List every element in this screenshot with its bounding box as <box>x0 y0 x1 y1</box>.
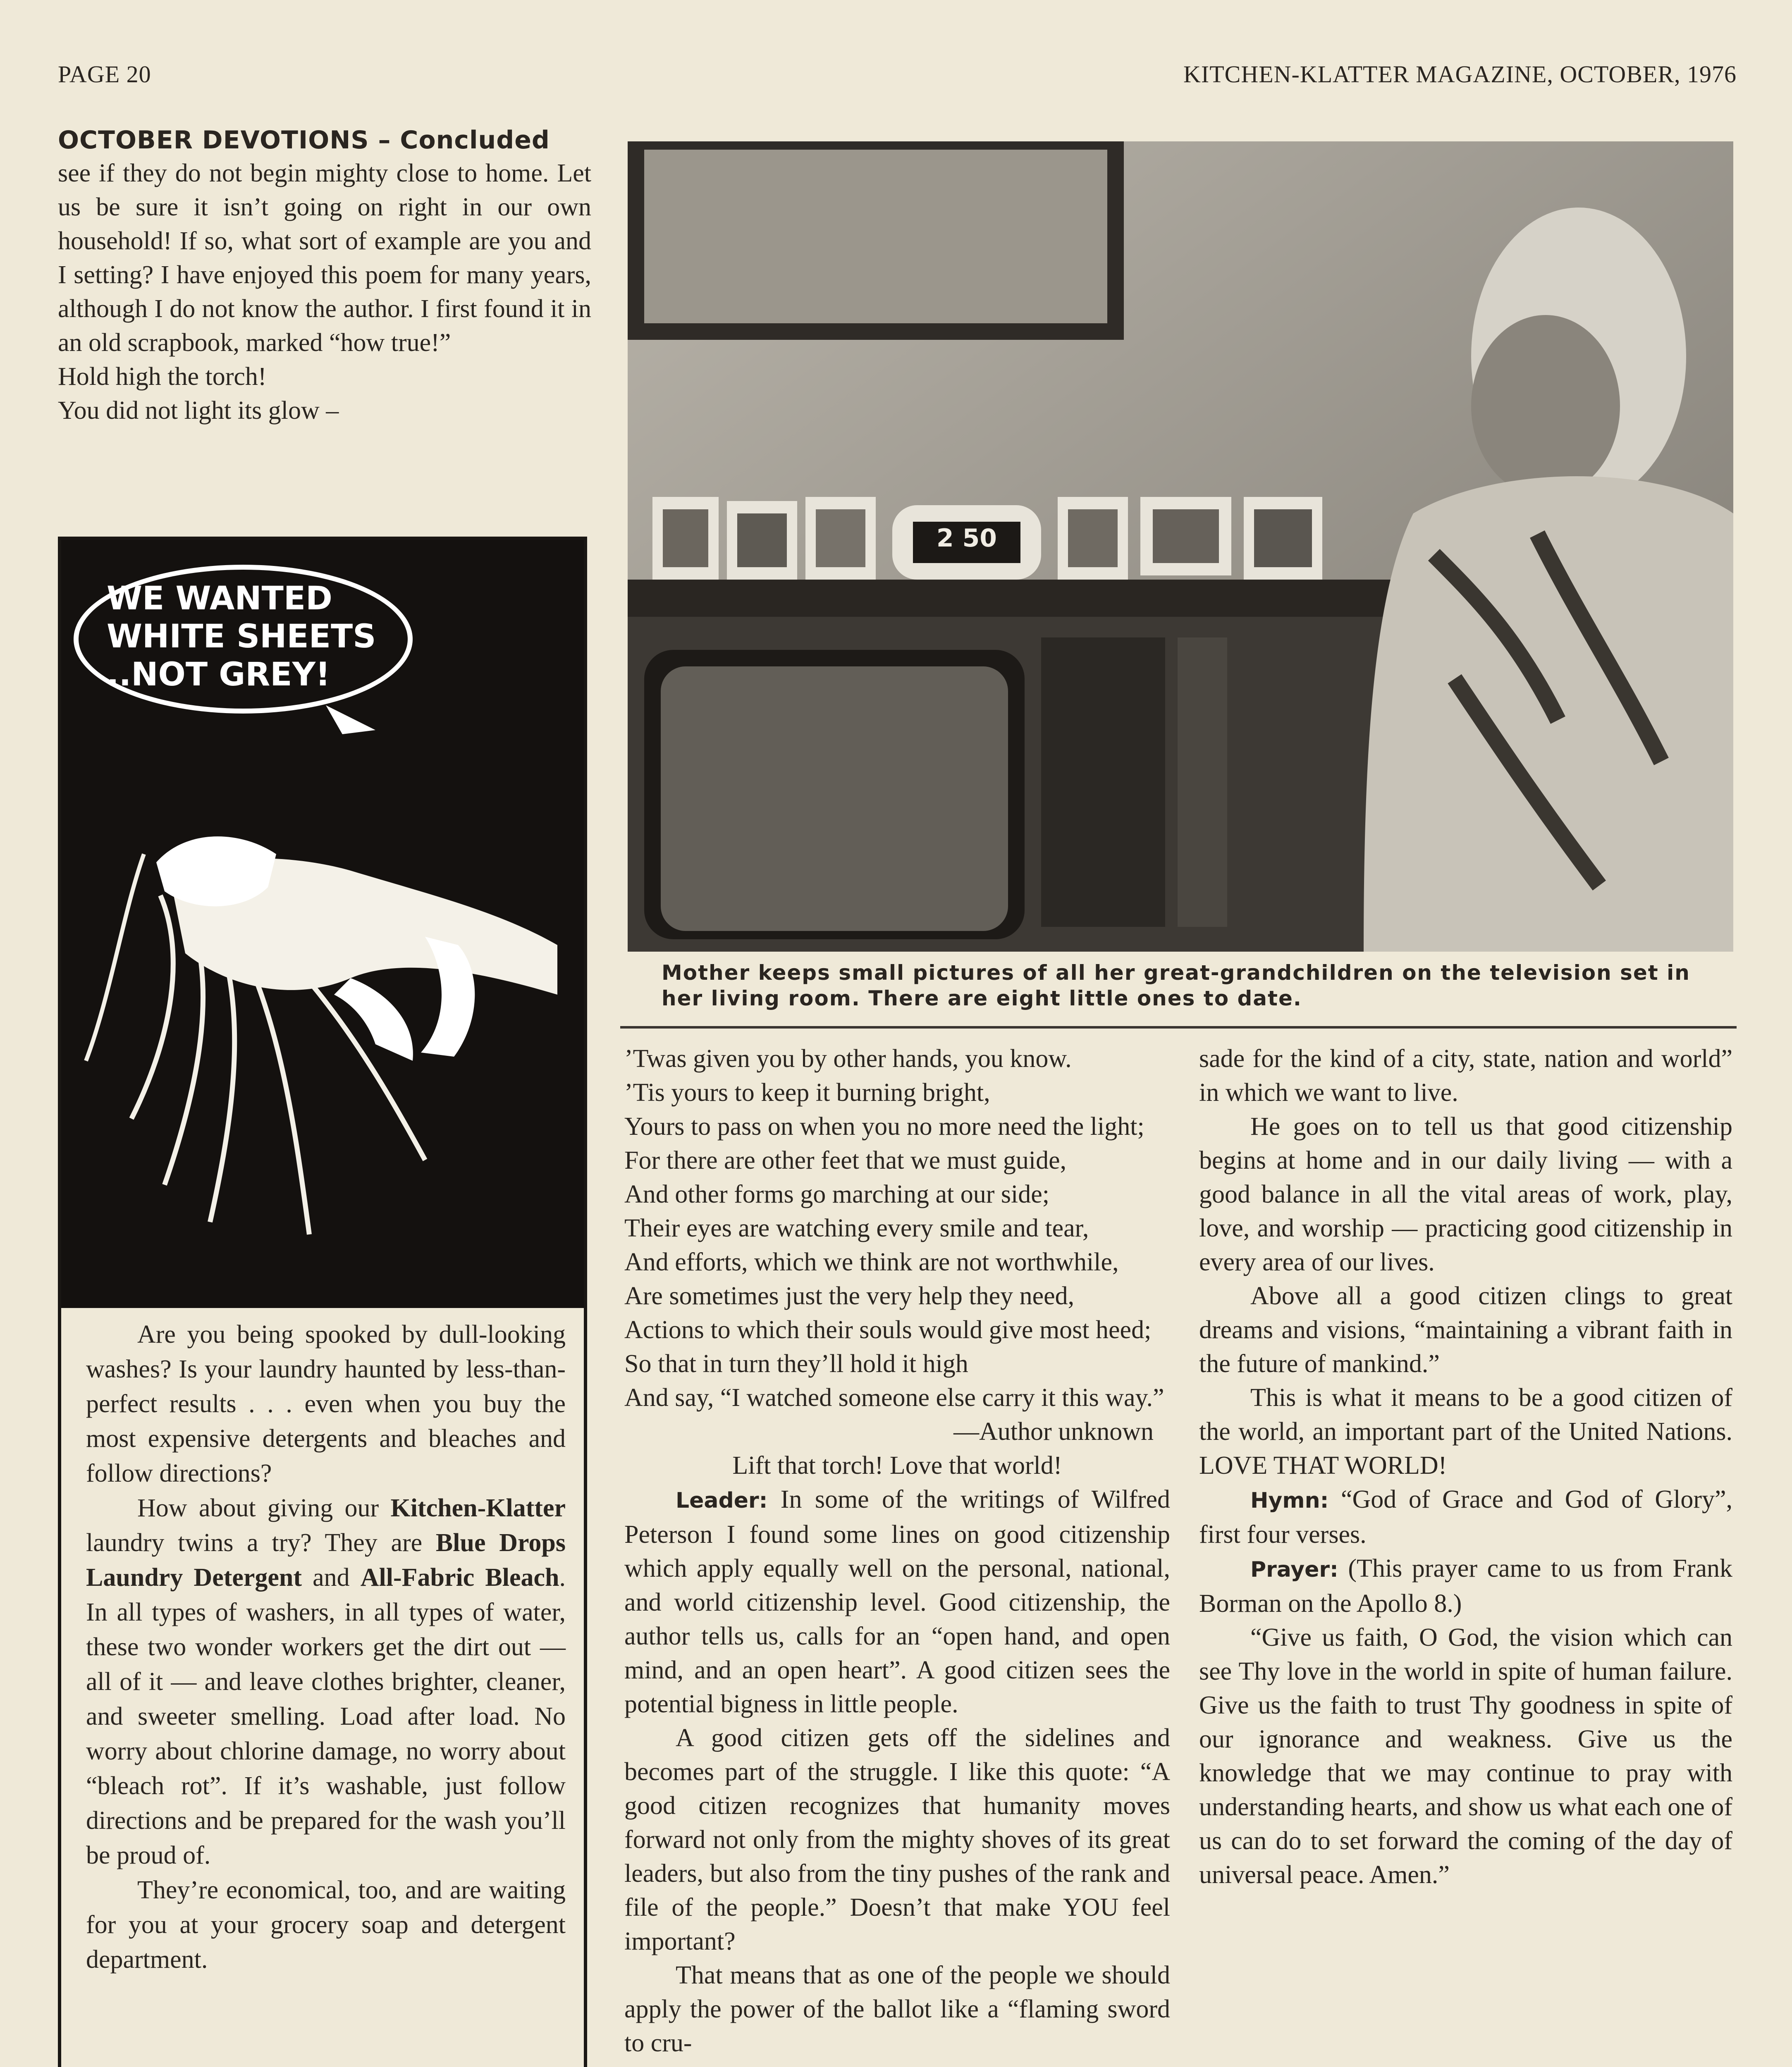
ad-text: laundry twins a try? They are <box>86 1529 436 1557</box>
body-paragraph: That means that as one of the people we should apply the power of the ballot like a “flaming sword to cru- <box>624 1961 1170 2057</box>
ad-illustration <box>61 540 584 1308</box>
photo-caption: Mother keeps small pictures of all her great-grandchildren on the television set in her living room. There are eight little ones to date. <box>662 961 1690 1010</box>
ad-bold: Kitchen-Klatter <box>390 1494 566 1522</box>
ad-text: . In all types of washers, in all types of water, these two wonder workers get the dirt out — all of it — and leave clothes brighter, cleaner, and sweeter smelling. Load after load. No worry about chlorine damage, no worry about “bleach rot”. If it’s washable, just follow directions and be prepared for the wash you’ll be proud of. <box>86 1563 566 1869</box>
citizenship-text <box>1199 1042 1732 1892</box>
poem-closing-line: Lift that torch! Love that world! <box>732 1451 1062 1480</box>
prayer-quote: “Give us faith, O God, the vision which can see Thy love in the world in spite of human failure. Give us the faith to trust Thy goodness in spite of our ignorance and weakness. Give us the knowledge that we may continue to pray with understanding hearts, and show us what each one of us can do to set forward the coming of the day of universal peace. Amen.” <box>1199 1623 1732 1889</box>
poem-attribution: —Author unknown <box>953 1418 1154 1446</box>
ad-text: and <box>302 1563 361 1592</box>
poem-line: ’Twas given you by other hands, you know. <box>624 1045 1072 1073</box>
hymn-text: “God of Grace and God of Glory”, first four verses. <box>1199 1485 1732 1549</box>
section-title: OCTOBER DEVOTIONS – Concluded <box>58 126 550 155</box>
body-paragraph: A good citizen gets off the sidelines and becomes part of the struggle. I like this quote: “A good citizen recognizes that humanity moves forward not only from the mighty shoves of its great leaders, but also from the tiny pushes of the rank and file of the people.” Doesn’t that make YOU feel important? <box>624 1724 1170 1955</box>
ad-bold: All-Fabric Bleach <box>360 1563 559 1592</box>
ad-paragraph <box>86 1491 566 1873</box>
leader-paragraph: In some of the writings of Wilfred Peterson I found some lines on good citizenship which apply equally well on the personal, national, and world citizenship level. Good citizenship, the author tells us, calls for an “open hand, and open mind, and an open heart”. A good citizen sees the potential bigness in little people. <box>624 1485 1170 1718</box>
leader-text <box>624 1482 1170 2060</box>
photo-illustration <box>628 141 1733 952</box>
torch-poem <box>624 1042 1170 1482</box>
devotions-intro: see if they do not begin mighty close to home. Let us be sure it isn’t going on right in our own household! If so, what sort of example are you and I setting? I have enjoyed this poem for many years, although I do not know the author. I first found it in an old scrapbook, marked “how true!” <box>58 159 591 357</box>
body-paragraph: sade for the kind of a city, state, nation and world” in which we want to live. <box>1199 1045 1732 1107</box>
caption-divider <box>620 1026 1737 1029</box>
poem-line: Their eyes are watching every smile and tear, <box>624 1214 1089 1242</box>
poem-line: So that in turn they’ll hold it high <box>624 1350 968 1378</box>
bubble-text: WE WANTED WHITE SHEETS ..NOT GREY! <box>107 580 376 693</box>
column-two <box>624 1042 1170 2060</box>
page-number: PAGE 20 <box>58 61 151 88</box>
ad-text: How about giving our <box>137 1494 391 1522</box>
clock-display: 2 50 <box>936 524 997 553</box>
leader-label: Leader: <box>676 1488 768 1513</box>
masthead: KITCHEN-KLATTER MAGAZINE, OCTOBER, 1976 <box>1183 61 1737 88</box>
devotions-body <box>58 156 591 427</box>
prayer-label: Prayer: <box>1250 1557 1338 1582</box>
body-paragraph: He goes on to tell us that good citizenship begins at home and in our daily living — with a good balance in all the vital areas of work, play, love, and worship — practicing good citizenship in every area of our lives. <box>1199 1112 1732 1276</box>
body-paragraph: Above all a good citizen clings to great dreams and visions, “maintaining a vibrant faith in the future of mankind.” <box>1199 1282 1732 1378</box>
poem-line: Are sometimes just the very help they need, <box>624 1282 1075 1310</box>
poem-line: Actions to which their souls would give most heed; <box>624 1316 1152 1344</box>
poem-line: And say, “I watched someone else carry it this way.” <box>624 1384 1164 1412</box>
column-three <box>1199 1042 1732 1892</box>
poem-line: ’Tis yours to keep it burning bright, <box>624 1079 990 1107</box>
poem-line: You did not light its glow – <box>58 396 339 425</box>
ad-bold: Blue Drops Laundry Detergent <box>86 1529 566 1592</box>
hymn-label: Hymn: <box>1250 1488 1329 1513</box>
body-paragraph: This is what it means to be a good citizen of the world, an important part of the United Nations. LOVE THAT WORLD! <box>1199 1384 1732 1480</box>
ad-copy <box>86 1317 566 1977</box>
ad-paragraph: Are you being spooked by dull-looking washes? Is your laundry haunted by less-than-perfect results . . . even when you buy the most expensive detergents and bleaches and follow directions? <box>86 1320 566 1487</box>
devotions-section <box>58 126 591 427</box>
poem-line: And other forms go marching at our side; <box>624 1180 1049 1208</box>
prayer-text: (This prayer came to us from Frank Borman on the Apollo 8.) <box>1199 1554 1732 1618</box>
photo-mother-television <box>628 141 1733 952</box>
poem-line: Yours to pass on when you no more need the light; <box>624 1112 1144 1141</box>
laundry-advertisement <box>58 537 587 2067</box>
poem-line: And efforts, which we think are not worthwhile, <box>624 1248 1119 1276</box>
poem-line: Hold high the torch! <box>58 363 267 391</box>
poem-line: For there are other feet that we must guide, <box>624 1146 1067 1174</box>
ad-paragraph: They’re economical, too, and are waiting for you at your grocery soap and detergent department. <box>86 1876 566 1974</box>
